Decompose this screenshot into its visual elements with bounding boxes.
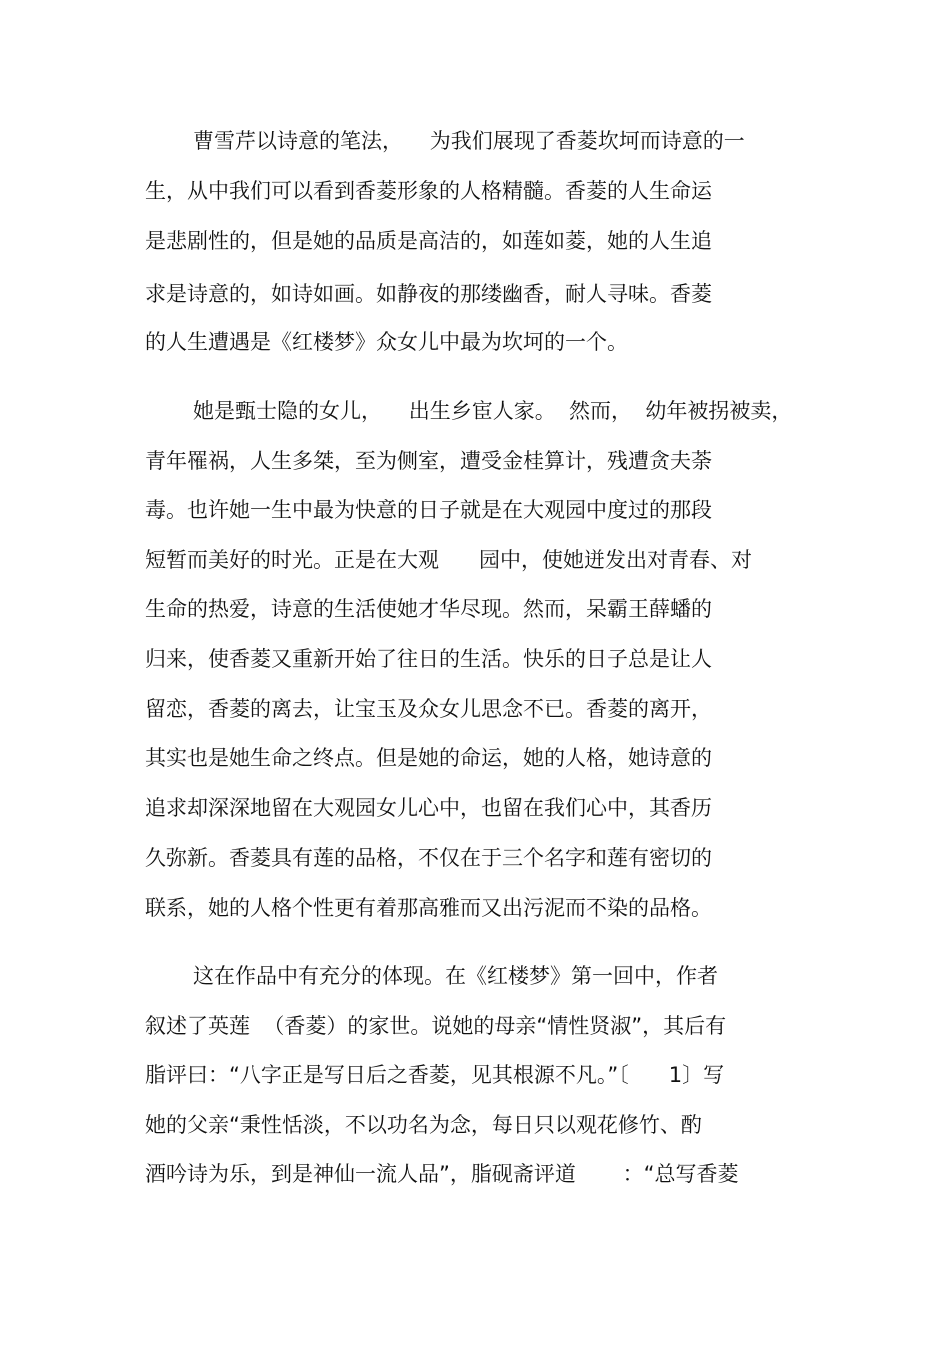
paragraph-2-line-6: 归来，使香菱又重新开始了往日的生活。快乐的日子总是让人 <box>145 647 712 671</box>
paragraph-2-line-2: 青年罹祸，人生多桀，至为侧室，遭受金桂算计，残遭贪夫荼 <box>145 449 712 473</box>
paragraph-2-line-5: 生命的热爱，诗意的生活使她才华尽现。然而，呆霸王薛蟠的 <box>145 597 712 621</box>
paragraph-2-line-4: 短暂而美好的时光。正是在大观 园中，使她迸发出对青春、对 <box>145 548 753 572</box>
paragraph-2-line-10: 久弥新。香菱具有莲的品格，不仅在于三个名字和莲有密切的 <box>145 846 712 870</box>
paragraph-2-line-7: 留恋，香菱的离去，让宝玉及众女儿思念不已。香菱的离开， <box>145 697 712 721</box>
paragraph-1-line-5: 的人生遭遇是《红楼梦》众女儿中最为坎坷的一个。 <box>145 330 628 354</box>
paragraph-1-line-2: 生，从中我们可以看到香菱形象的人格精髓。香菱的人生命运 <box>145 179 712 203</box>
paragraph-1-line-3: 是悲剧性的，但是她的品质是高洁的，如莲如菱，她的人生追 <box>145 229 712 253</box>
paragraph-3-line-5: 酒吟诗为乐，到是神仙一流人品”，脂砚斋评道 ：“总写香菱 <box>145 1162 739 1186</box>
paragraph-2-line-8: 其实也是她生命之终点。但是她的命运，她的人格，她诗意的 <box>145 746 712 770</box>
paragraph-1-line-4: 求是诗意的，如诗如画。如静夜的那缕幽香，耐人寻味。香菱 <box>145 282 712 306</box>
paragraph-1-line-1: 曹雪芹以诗意的笔法， 为我们展现了香菱坎坷而诗意的一 <box>193 129 745 153</box>
paragraph-2-line-11: 联系，她的人格个性更有着那高雅而又出污泥而不染的品格。 <box>145 896 712 920</box>
paragraph-3-line-4: 她的父亲“秉性恬淡，不以功名为念，每日只以观花修竹、酌 <box>145 1113 702 1137</box>
paragraph-3-line-3: 脂评曰：“八字正是写日后之香菱，见其根源不凡。”〔 1〕写 <box>145 1063 725 1087</box>
paragraph-2-line-3: 毒。也许她一生中最为快意的日子就是在大观园中度过的那段 <box>145 498 712 522</box>
paragraph-2-line-9: 追求却深深地留在大观园女儿心中，也留在我们心中，其香历 <box>145 796 712 820</box>
paragraph-3-line-2: 叙述了英莲 （香菱）的家世。说她的母亲“情性贤淑”，其后有 <box>145 1014 727 1038</box>
paragraph-2-line-1: 她是甄士隐的女儿， 出生乡宦人家。 然而， 幼年被拐被卖， <box>193 399 793 423</box>
paragraph-3-line-1: 这在作品中有充分的体现。在《红楼梦》第一回中，作者 <box>193 964 718 988</box>
